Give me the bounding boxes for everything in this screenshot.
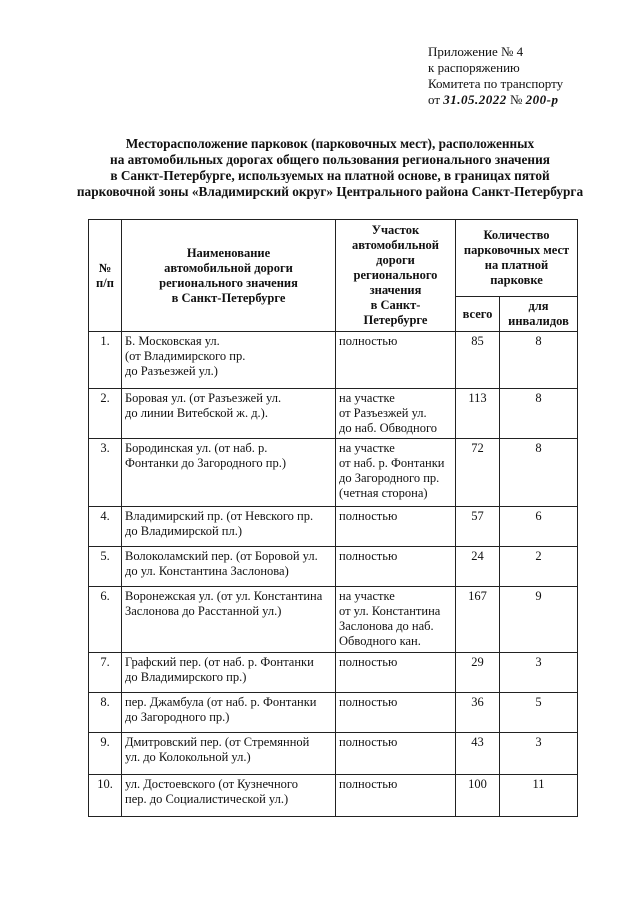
row-disabled: 3: [500, 653, 578, 693]
row-total: 167: [456, 587, 500, 653]
row-road: ул. Достоевского (от Кузнечного пер. до Социалистической ул.): [122, 775, 336, 817]
row-disabled: 8: [500, 389, 578, 439]
row-num: 9.: [89, 733, 122, 775]
row-total: 100: [456, 775, 500, 817]
row-total: 57: [456, 507, 500, 547]
handwritten-number: 200-р: [525, 92, 559, 107]
row-disabled: 9: [500, 587, 578, 653]
number-prefix: №: [510, 92, 523, 107]
document-title: [60, 136, 600, 200]
row-road: Дмитровский пер. (от Стремянной ул. до Колокольной ул.): [122, 733, 336, 775]
row-total: 113: [456, 389, 500, 439]
row-total: 36: [456, 693, 500, 733]
row-road: Бородинская ул. (от наб. р. Фонтанки до Загородного пр.): [122, 439, 336, 507]
table-row: [89, 775, 578, 817]
row-section: на участке от Разъезжей ул. до наб. Обводного: [336, 389, 456, 439]
date-prefix: от: [428, 92, 441, 107]
row-num: 1.: [89, 332, 122, 389]
row-section: полностью: [336, 775, 456, 817]
header-road: Наименование автомобильной дороги регионального значения в Санкт-Петербурге: [122, 220, 336, 332]
header-disabled: для инвалидов: [500, 297, 578, 332]
row-disabled: 5: [500, 693, 578, 733]
row-disabled: 8: [500, 439, 578, 507]
row-section: полностью: [336, 653, 456, 693]
row-num: 6.: [89, 587, 122, 653]
row-disabled: 3: [500, 733, 578, 775]
row-total: 43: [456, 733, 500, 775]
row-road: Волоколамский пер. (от Боровой ул. до ул. Константина Заслонова): [122, 547, 336, 587]
row-num: 5.: [89, 547, 122, 587]
appendix-line: Комитета по транспорту: [428, 76, 564, 91]
appendix-line: к распоряжению: [428, 60, 520, 75]
row-road: Б. Московская ул. (от Владимирского пр. до Разъезжей ул.): [122, 332, 336, 389]
table-row: [89, 332, 578, 389]
row-disabled: 8: [500, 332, 578, 389]
title-line: парковочной зоны «Владимирский округ» Центрального района Санкт-Петербурга: [76, 184, 584, 199]
row-num: 3.: [89, 439, 122, 507]
table-row: [89, 439, 578, 507]
title-line: в Санкт-Петербурге, используемых на платной основе, в границах пятой: [110, 168, 550, 183]
table-row: [89, 733, 578, 775]
row-section: полностью: [336, 507, 456, 547]
row-total: 29: [456, 653, 500, 693]
table-row: [89, 507, 578, 547]
title-line: на автомобильных дорогах общего пользования регионального значения: [110, 152, 550, 167]
row-num: 2.: [89, 389, 122, 439]
row-section: полностью: [336, 547, 456, 587]
row-disabled: 11: [500, 775, 578, 817]
row-section: полностью: [336, 332, 456, 389]
table-row: [89, 653, 578, 693]
header-count: Количество парковочных мест на платной парковке: [456, 220, 578, 297]
row-disabled: 6: [500, 507, 578, 547]
row-total: 72: [456, 439, 500, 507]
table-row: [89, 389, 578, 439]
row-section: на участке от ул. Константина Заслонова до наб. Обводного кан.: [336, 587, 456, 653]
row-total: 85: [456, 332, 500, 389]
row-num: 4.: [89, 507, 122, 547]
row-num: 7.: [89, 653, 122, 693]
row-section: полностью: [336, 693, 456, 733]
row-road: Воронежская ул. (от ул. Константина Заслонова до Расстанной ул.): [122, 587, 336, 653]
row-disabled: 2: [500, 547, 578, 587]
header-section: Участок автомобильной дороги регионального значения в Санкт-Петербурге: [336, 220, 456, 332]
row-num: 8.: [89, 693, 122, 733]
row-total: 24: [456, 547, 500, 587]
row-road: пер. Джамбула (от наб. р. Фонтанки до Загородного пр.): [122, 693, 336, 733]
row-section: полностью: [336, 733, 456, 775]
row-road: Графский пер. (от наб. р. Фонтанки до Владимирского пр.): [122, 653, 336, 693]
header-total: всего: [456, 297, 500, 332]
row-num: 10.: [89, 775, 122, 817]
header-num: № п/п: [89, 220, 122, 332]
appendix-line: Приложение № 4: [428, 44, 524, 59]
title-line: Месторасположение парковок (парковочных мест), расположенных: [125, 136, 535, 151]
appendix-block: [428, 44, 628, 108]
table-row: [89, 587, 578, 653]
table-row: [89, 693, 578, 733]
row-section: на участке от наб. р. Фонтанки до Загородного пр. (четная сторона): [336, 439, 456, 507]
parking-table: [88, 219, 578, 817]
row-road: Боровая ул. (от Разъезжей ул. до линии Витебской ж. д.).: [122, 389, 336, 439]
appendix-date-line: [428, 92, 628, 108]
handwritten-date: 31.05.2022: [443, 92, 507, 107]
row-road: Владимирский пр. (от Невского пр. до Владимирской пл.): [122, 507, 336, 547]
table-row: [89, 547, 578, 587]
